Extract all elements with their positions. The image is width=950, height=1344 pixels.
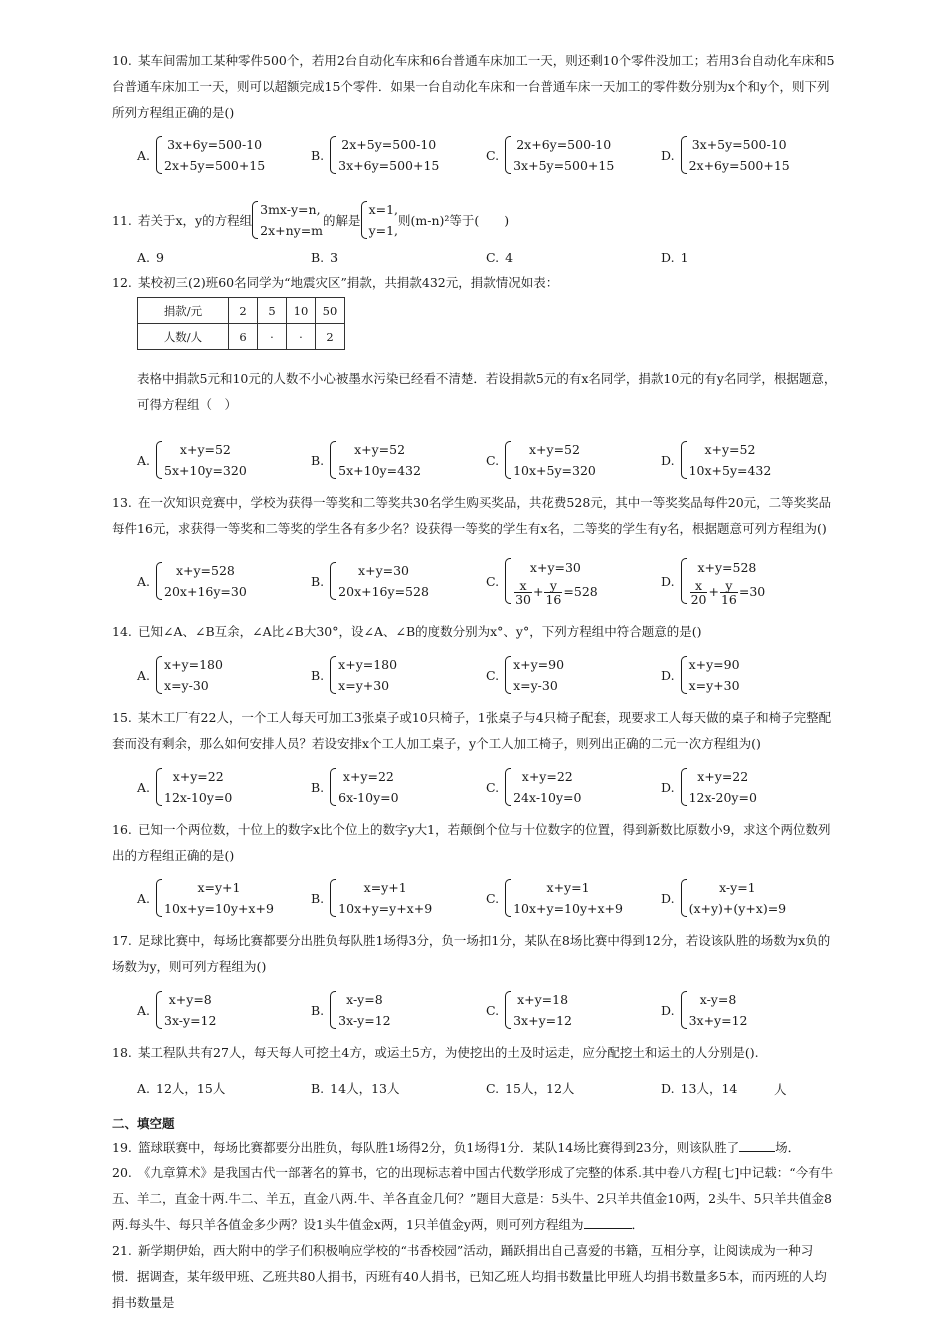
option-value: 4 — [505, 250, 514, 265]
table-row — [138, 298, 345, 324]
option-a[interactable] — [137, 131, 265, 179]
equation-system — [330, 989, 390, 1031]
equation-line: 3x-y=12 — [164, 1013, 217, 1028]
question-text: 场． — [775, 1140, 801, 1155]
question-12 — [112, 270, 838, 296]
q16-options — [137, 874, 837, 922]
option-d[interactable] — [661, 250, 689, 265]
equation-line: 3x-y=12 — [338, 1013, 391, 1028]
equation-line: x+y=30 — [358, 563, 410, 578]
table-cell: 2 — [316, 324, 345, 350]
option-a[interactable] — [137, 986, 216, 1034]
equation-system — [156, 134, 265, 176]
equation-system — [156, 877, 274, 919]
option-b[interactable] — [311, 763, 399, 811]
equation-line: 10x+y=y+x+9 — [338, 901, 433, 916]
q15-options — [137, 763, 837, 811]
equation-line: 5x+10y=432 — [338, 463, 421, 478]
question-12-text2: 表格中捐款5元和10元的人数不小心被墨水污染已经看不清楚．若设捐款5元的有x名同学，捐款10元的有y名同学，根据题意，可得方程组（ ） — [137, 371, 837, 412]
equation-system — [330, 766, 398, 808]
equation-line: x+y=22 — [521, 769, 573, 784]
equation-line: x-y=8 — [346, 992, 383, 1007]
equation-line: x=y+30 — [338, 678, 390, 693]
question-number: 19. — [112, 1140, 132, 1155]
q13-options — [137, 552, 837, 610]
equation-line: x-y=8 — [699, 992, 737, 1007]
equation-system — [681, 877, 787, 919]
equation-system — [156, 989, 216, 1031]
option-label: A. — [137, 667, 151, 683]
question-13 — [112, 490, 838, 542]
equation-line: 12x-20y=0 — [688, 790, 757, 805]
option-d[interactable] — [661, 986, 747, 1034]
equation-system — [681, 654, 740, 696]
option-value: 14人，13人 — [330, 1081, 400, 1096]
option-label: B. — [311, 1081, 325, 1096]
question-text: 某木工厂有22人，一个工人每天可加工3张桌子或10只椅子，1张桌子与4只椅子配套，现要求工人每天做的桌子和椅子完整配套而没有剩余，那么如何安排人员？若设安排x个工人加工桌子，y个工人加工椅子，则列出正确的二元一次方程组为() — [112, 710, 832, 751]
option-value: 13人，14 — [680, 1081, 738, 1096]
question-number: 21. — [112, 1243, 132, 1258]
fraction — [690, 579, 708, 606]
option-label: A. — [137, 452, 151, 468]
option-b[interactable] — [311, 986, 391, 1034]
question-text: 则(m-n)²等于( ) — [398, 212, 510, 228]
equation-line: x=y-30 — [164, 678, 209, 693]
option-value: 3 — [330, 250, 339, 265]
section-title: 二、填空题 — [112, 1116, 175, 1131]
question-text: 足球比赛中，每场比赛都要分出胜负每队胜1场得3分，负一场扣1分，某队在8场比赛中得到12分，若设该队胜的场数为x负的场数为y，则可列方程组为() — [112, 933, 831, 974]
equation-line: 3x+6y=500+15 — [338, 158, 440, 173]
equation-line: 3x+5y=500+15 — [513, 158, 615, 173]
question-text: 在一次知识竞赛中，学校为获得一等奖和二等奖共30名学生购买奖品，共花费528元，其中一等奖奖品每件20元，二等奖奖品每件16元，求获得一等奖和二等奖的学生各有多少名？设获得一等奖的学生有x名，二等奖的学生有y名，根据题意可列方程组为() — [112, 495, 832, 536]
equation-line: 6x-10y=0 — [338, 790, 399, 805]
option-label: C. — [486, 452, 500, 468]
equation-line: 2x+ny=m — [260, 223, 324, 238]
option-value: 9 — [156, 250, 164, 265]
table-cell: 5 — [258, 298, 287, 324]
q11-options — [137, 245, 837, 269]
equation-line: 2x+5y=500+15 — [164, 158, 266, 173]
question-number: 11. — [112, 212, 132, 228]
answer-blank[interactable] — [584, 1214, 632, 1229]
equation-system — [330, 877, 432, 919]
equation-line: 3x+5y=500-10 — [691, 137, 787, 152]
equation-line: x+y=22 — [697, 769, 749, 784]
equation-line: x=y+1 — [363, 880, 407, 895]
option-value: 12人，15人 — [156, 1081, 226, 1096]
question-16 — [112, 817, 838, 869]
option-label: B. — [311, 147, 325, 163]
table-cell: 2 — [229, 298, 258, 324]
numerator: y — [720, 579, 738, 593]
option-c[interactable] — [486, 763, 581, 811]
equation-rhs: =528 — [563, 584, 598, 599]
denominator: 20 — [690, 592, 707, 607]
option-label: A. — [137, 1081, 151, 1096]
table-cell: 捐款/元 — [138, 298, 229, 324]
equation-line: 3x+6y=500-10 — [167, 137, 263, 152]
equation-line: x=y+1 — [197, 880, 241, 895]
equation-line: x+y=52 — [529, 442, 580, 457]
equation-line: x+y=22 — [342, 769, 394, 784]
question-text: 已知一个两位数，十位上的数字x比个位上的数字y大1，若颠倒个位与十位数字的位置，得到新数比原数小9，求这个两位数列出的方程组正确的是() — [112, 822, 831, 863]
option-c[interactable] — [486, 250, 513, 265]
equation-line: 10x+5y=432 — [688, 463, 772, 478]
equation-line: 10x+5y=320 — [513, 463, 596, 478]
equation-system — [681, 134, 790, 176]
option-d[interactable] — [661, 651, 740, 699]
equation-line: 2x+6y=500+15 — [688, 158, 790, 173]
answer-blank[interactable] — [739, 1137, 775, 1152]
equation-line: x-y=1 — [719, 880, 756, 895]
numerator: y — [544, 579, 562, 593]
equation-system — [156, 439, 247, 481]
question-text: 某工程队共有27人，每天每人可挖土4方，或运土5方，为使挖出的土及时运走，应分配挖土和运土的人分别是(). — [138, 1045, 759, 1060]
question-text: 篮球联赛中，每场比赛都要分出胜负，每队胜1场得2分，负1场得1分．某队14场比赛得到23分，则该队胜了 — [138, 1140, 740, 1155]
option-d[interactable] — [661, 1079, 737, 1097]
equation-line: 2x+6y=500-10 — [516, 137, 612, 152]
option-b[interactable] — [311, 131, 439, 179]
option-value: 1 — [680, 250, 689, 265]
option-label: D. — [661, 1081, 675, 1096]
option-d[interactable] — [661, 436, 771, 484]
fraction — [514, 579, 532, 606]
option-label: A. — [137, 147, 151, 163]
equation-line: x+y=18 — [517, 992, 569, 1007]
equation-line: 2x+5y=500-10 — [341, 137, 437, 152]
question-10 — [112, 48, 838, 126]
q18-options — [137, 1074, 837, 1100]
question-21 — [112, 1238, 838, 1316]
equation-line: 5x+10y=320 — [164, 463, 247, 478]
option-label: A. — [137, 890, 151, 906]
equation-line: $\frac{x}{30}$ + $\frac{y}{16}$ =528 — [515, 578, 598, 607]
option-label: D. — [661, 452, 675, 468]
option-a[interactable] — [137, 874, 274, 922]
question-text: 新学期伊始，西大附中的学子们积极响应学校的“书香校园”活动，踊跃捐出自己喜爱的书籍，互相分享，让阅读成为一种习惯．据调查，某年级甲班、乙班共80人捐书，丙班有40人捐书，已知乙班人均捐书数量比甲班人均捐书数量多5本，而丙班的人均捐书数量是 — [112, 1243, 827, 1310]
question-text: ． — [631, 1217, 645, 1232]
option-label: D. — [661, 1002, 675, 1018]
trailing-text: 人 — [774, 1082, 787, 1097]
option-label: D. — [661, 667, 675, 683]
table-cell: 6 — [229, 324, 258, 350]
equation-line: x+y=52 — [354, 442, 406, 457]
option-label: B. — [311, 1002, 325, 1018]
fraction — [720, 579, 738, 606]
question-18 — [112, 1040, 838, 1066]
option-label: D. — [661, 250, 675, 265]
option-b[interactable] — [311, 651, 397, 699]
option-label: D. — [661, 573, 675, 589]
equation-line: 10x+y=10y+x+9 — [164, 901, 274, 916]
option-label: D. — [661, 779, 675, 795]
question-number: 20. — [112, 1165, 132, 1180]
equation-line: 3x+y=12 — [688, 1013, 748, 1028]
option-c[interactable] — [486, 874, 623, 922]
equation-system — [361, 199, 398, 241]
equation-line: x+y=90 — [513, 657, 565, 672]
equation-system — [505, 556, 598, 606]
equation-line: y=1, — [368, 223, 399, 238]
option-c[interactable] — [486, 651, 564, 699]
equation-line: x=y-30 — [513, 678, 558, 693]
equation-system — [252, 199, 323, 241]
equation-system — [330, 654, 397, 696]
question-text: 的解是 — [323, 212, 361, 228]
option-d[interactable] — [661, 131, 790, 179]
option-c[interactable] — [486, 552, 598, 610]
equation-line: x+y=90 — [688, 657, 740, 672]
option-label: C. — [486, 890, 500, 906]
equation-system — [681, 766, 757, 808]
question-19 — [112, 1135, 838, 1161]
option-value: 15人，12人 — [505, 1081, 575, 1096]
equation-line: $\frac{x}{20}$ + $\frac{y}{16}$ =30 — [690, 578, 766, 607]
option-label: A. — [137, 573, 151, 589]
option-b[interactable] — [311, 1079, 399, 1097]
equation-system — [156, 560, 247, 602]
donation-table — [137, 297, 345, 350]
equation-system — [330, 439, 421, 481]
equation-system — [330, 560, 429, 602]
question-number: 16. — [112, 822, 132, 837]
option-b[interactable] — [311, 250, 338, 265]
option-label: C. — [486, 250, 500, 265]
option-a[interactable] — [137, 250, 164, 265]
equation-system — [505, 134, 614, 176]
option-c[interactable] — [486, 1079, 574, 1097]
equation-line: 12x-10y=0 — [164, 790, 233, 805]
option-label: A. — [137, 1002, 151, 1018]
equation-system — [156, 766, 232, 808]
option-label: B. — [311, 573, 325, 589]
option-label: D. — [661, 890, 675, 906]
option-a[interactable] — [137, 436, 247, 484]
question-text: 已知∠A、∠B互余，∠A比∠B大30°，设∠A、∠B的度数分别为x°、y°，下列方程组中符合题意的是() — [138, 624, 702, 639]
option-label: D. — [661, 147, 675, 163]
option-a[interactable] — [137, 651, 223, 699]
option-label: C. — [486, 1081, 500, 1096]
question-number: 18. — [112, 1045, 132, 1060]
denominator: 16 — [720, 592, 737, 607]
table-cell: · — [258, 324, 287, 350]
equation-system — [681, 989, 748, 1031]
equation-line: x+y=528 — [697, 560, 757, 575]
equation-system — [681, 556, 766, 606]
equation-system — [505, 439, 596, 481]
q10-options — [137, 131, 837, 179]
table-cell: 人数/人 — [138, 324, 229, 350]
option-label: B. — [311, 250, 325, 265]
equation-line: x+y=180 — [164, 657, 223, 672]
equation-rhs: =30 — [738, 584, 766, 599]
table-cell: 50 — [316, 298, 345, 324]
equation-line: 24x-10y=0 — [513, 790, 582, 805]
question-text: 《九章算术》是我国古代一部著名的算书，它的出现标志着中国古代数学形成了完整的体系.其中卷八方程[七]中记载：“今有牛五、羊二，直金十两.牛二、羊五，直金八两.牛、羊各直金几何？”题目大意是：5头牛、2只羊共值金10两，2头牛、5只羊共值金8两.每头牛、每只羊各值金多少两？设1头牛值金x两，1只羊值金y两，则可列方程组为 — [112, 1165, 834, 1232]
equation-system — [330, 134, 439, 176]
table-cell: · — [287, 324, 316, 350]
question-number: 13. — [112, 495, 132, 510]
equation-system — [156, 654, 223, 696]
option-label: C. — [486, 779, 500, 795]
option-label: B. — [311, 890, 325, 906]
option-a[interactable] — [137, 1079, 225, 1097]
option-label: B. — [311, 452, 325, 468]
equation-line: x+y=528 — [175, 563, 235, 578]
equation-line: x+y=30 — [529, 560, 581, 575]
numerator: x — [690, 579, 708, 593]
option-a[interactable] — [137, 763, 232, 811]
equation-system — [681, 439, 772, 481]
equation-line: 10x+y=10y+x+9 — [513, 901, 623, 916]
equation-line: x+y=52 — [704, 442, 756, 457]
equation-line: 3x+y=12 — [513, 1013, 573, 1028]
equation-line: (x+y)+(y+x)=9 — [688, 901, 787, 916]
numerator: x — [514, 579, 532, 593]
table-cell: 10 — [287, 298, 316, 324]
fraction — [544, 579, 562, 606]
option-label: C. — [486, 147, 500, 163]
equation-line: x=1, — [368, 202, 399, 217]
option-d[interactable] — [661, 552, 765, 610]
denominator: 16 — [545, 592, 562, 607]
option-c[interactable] — [486, 986, 572, 1034]
equation-line: 20x+16y=528 — [338, 584, 429, 599]
question-17 — [112, 928, 838, 980]
equation-system — [505, 877, 623, 919]
option-label: A. — [137, 779, 151, 795]
equation-line: 20x+16y=30 — [164, 584, 247, 599]
equation-line: 3mx-y=n, — [260, 202, 321, 217]
question-text: 某校初三(2)班60名同学为“地震灾区”捐款，共捐款432元，捐款情况如表： — [138, 275, 559, 290]
denominator: 30 — [515, 592, 531, 607]
q12-options — [137, 436, 837, 484]
option-label: A. — [137, 250, 151, 265]
question-number: 12. — [112, 275, 132, 290]
question-number: 15. — [112, 710, 132, 725]
equation-line: x+y=52 — [179, 442, 231, 457]
q14-options — [137, 651, 837, 699]
equation-system — [505, 766, 581, 808]
equation-line: x+y=180 — [338, 657, 398, 672]
option-b[interactable] — [311, 552, 429, 610]
option-b[interactable] — [311, 436, 421, 484]
option-c[interactable] — [486, 436, 596, 484]
question-number: 10. — [112, 53, 132, 68]
question-20 — [112, 1160, 838, 1238]
question-15 — [112, 705, 838, 757]
question-text: 某车间需加工某种零件500个，若用2台自动化车床和6台普通车床加工一天，则还剩10个零件没加工；若用3台自动化车床和5台普通车床加工一天，则可以超额完成15个零件．如果一台自动化车床和一台普通车床一天加工的零件数分别为x个和y个，则下列所列方程组正确的是() — [112, 53, 835, 120]
question-text: 若关于x，y的方程组 — [138, 212, 253, 228]
equation-line: x+y=22 — [172, 769, 224, 784]
option-label: C. — [486, 667, 500, 683]
option-label: C. — [486, 1002, 500, 1018]
table-row — [138, 324, 345, 350]
option-d[interactable] — [661, 874, 786, 922]
q17-options — [137, 986, 837, 1034]
option-d[interactable] — [661, 763, 757, 811]
option-label: B. — [311, 667, 325, 683]
option-label: C. — [486, 573, 500, 589]
question-number: 17. — [112, 933, 132, 948]
equation-system — [505, 989, 572, 1031]
question-number: 14. — [112, 624, 132, 639]
question-14 — [112, 619, 838, 645]
option-c[interactable] — [486, 131, 614, 179]
equation-system — [505, 654, 564, 696]
option-b[interactable] — [311, 874, 432, 922]
option-a[interactable] — [137, 552, 247, 610]
option-label: B. — [311, 779, 325, 795]
question-11 — [112, 196, 838, 244]
equation-line: x=y+30 — [688, 678, 740, 693]
equation-line: x+y=8 — [168, 992, 212, 1007]
equation-line: x+y=1 — [546, 880, 590, 895]
